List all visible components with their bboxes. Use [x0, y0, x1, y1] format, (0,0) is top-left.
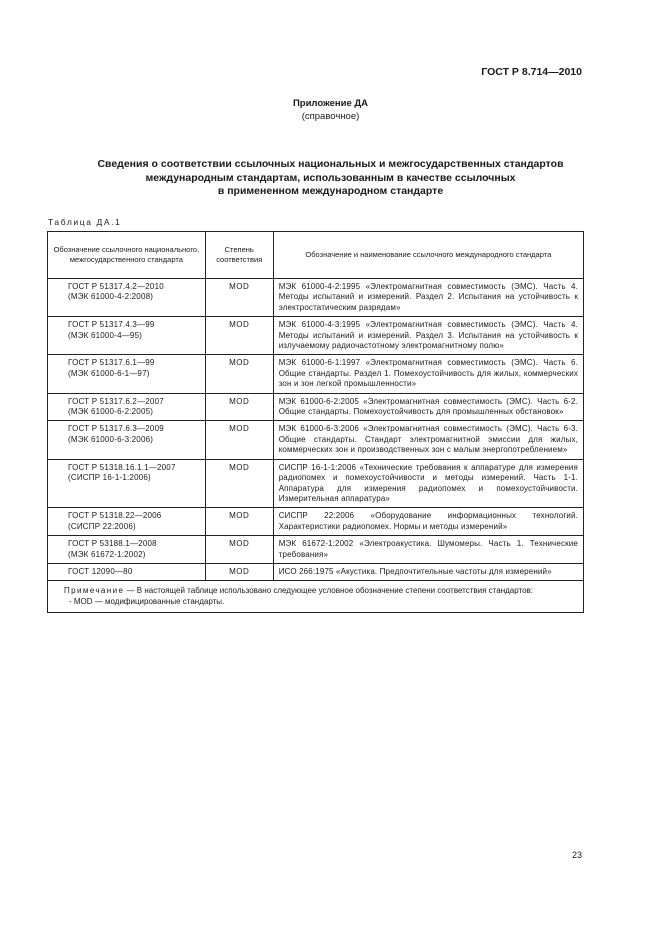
national-ref: (СИСПР 16-1-1:2006): [68, 473, 151, 483]
table-row: [48, 421, 584, 459]
note-text: [64, 586, 577, 596]
national-ref: (МЭК 61000-4-2:2008): [68, 292, 154, 302]
note-label: Примечание: [64, 586, 125, 596]
table-note: [48, 581, 584, 613]
international-standard-cell: МЭК 61000-6-3:2006 «Электромагнитная совместимость (ЭМС). Часть 6-3. Общие стандарты. Стандарт электромагнитной эмиссии для жилых, коммерческих зон и производственных зон с малым энергопотреблением»: [273, 421, 583, 459]
national-code: ГОСТ Р 51317.6.3—2009: [68, 424, 164, 434]
national-standard-cell: [48, 459, 206, 508]
annex-subtitle: (справочное): [301, 111, 360, 122]
degree-cell: MOD: [205, 459, 273, 508]
table-header-row: [48, 232, 584, 279]
degree-cell: MOD: [205, 536, 273, 564]
national-standard-cell: [48, 421, 206, 459]
table-row: [48, 393, 584, 421]
national-code: ГОСТ Р 51318.16.1.1—2007: [68, 462, 176, 472]
national-code: ГОСТ Р 51317.4.2—2010: [68, 282, 164, 291]
international-standard-cell: СИСПР 16-1-1:2006 «Технические требования к аппаратуре для измерения радиопомех и помехоустойчивости и методы измерений. Часть 1-1. Аппаратура для измерения радиопомех и помехоустойчивости. Измерительная аппаратура»: [273, 459, 583, 508]
degree-cell: MOD: [205, 508, 273, 536]
degree-cell: MOD: [205, 279, 273, 317]
standard-designation: ГОСТ Р 8.714—2010: [481, 66, 582, 78]
national-code: ГОСТ Р 51317.4.3—99: [68, 320, 155, 330]
note-item: - MOD — модифицированные стандарты.: [69, 596, 225, 606]
national-standard-cell: [48, 563, 206, 580]
national-code: ГОСТ Р 51318.22—2006: [68, 511, 162, 521]
national-ref: (МЭК 61000-6-1—97): [68, 368, 150, 378]
national-standard-cell: [48, 279, 206, 317]
annex-heading-line: международным стандартам, использованным в качестве ссылочных: [145, 171, 516, 184]
column-header-national: Обозначение ссылочного национального, межгосударственного стандарта: [48, 232, 206, 279]
annex-heading: [40, 158, 621, 199]
table-row: [48, 459, 584, 508]
table-note-row: [48, 581, 584, 613]
annex-heading-line: Сведения о соответствии ссылочных национальных и межгосударственных стандартов: [97, 158, 564, 170]
note-body: — В настоящей таблице использовано следующее условное обозначение степени соответствия стандартов:: [126, 586, 533, 596]
international-standard-cell: МЭК 61672-1:2002 «Электроакустика. Шумомеры. Часть 1. Технические требования»: [273, 536, 583, 564]
degree-cell: MOD: [205, 563, 273, 580]
national-standard-cell: [48, 536, 206, 564]
international-standard-cell: МЭК 61000-6-2:2005 «Электромагнитная совместимость (ЭМС). Часть 6-2. Общие стандарты. Помехоустойчивость для промышленных обстановок»: [273, 393, 583, 421]
column-header-international: Обозначение и наименование ссылочного международного стандарта: [273, 232, 583, 279]
table-row: [48, 536, 584, 564]
annex-header: [0, 97, 661, 123]
table-row: [48, 355, 584, 393]
national-ref: (МЭК 61672-1:2002): [68, 549, 146, 559]
national-standard-cell: [48, 393, 206, 421]
national-standard-cell: [48, 508, 206, 536]
table-row: [48, 317, 584, 355]
national-ref: (МЭК 61000-4—95): [68, 330, 143, 340]
page-number: 23: [571, 850, 582, 860]
international-standard-cell: ИСО 266:1975 «Акустика. Предпочтительные частоты для измерений»: [273, 563, 583, 580]
table-row: [48, 279, 584, 317]
national-code: ГОСТ Р 51317.6.1—99: [68, 358, 155, 368]
column-header-degree: Степень соответствия: [205, 232, 273, 279]
international-standard-cell: МЭК 61000-4-3:1995 «Электромагнитная совместимость (ЭМС). Часть 4. Методы испытаний и измерений. Раздел 3. Испытания на устойчивость к излучаемому радиочастотному электромагнитному полю»: [273, 317, 583, 355]
international-standard-cell: СИСПР 22:2006 «Оборудование информационных технологий. Характеристики радиопомех. Нормы и методы измерений»: [273, 508, 583, 536]
national-ref: (МЭК 61000-6-2:2005): [68, 407, 154, 417]
degree-cell: MOD: [205, 317, 273, 355]
international-standard-cell: МЭК 61000-4-2:1995 «Электромагнитная совместимость (ЭМС). Часть 4. Методы испытаний и измерений. Раздел 2. Испытания на устойчивость к электростатическим разрядам»: [273, 279, 583, 317]
national-code: ГОСТ Р 53188.1—2008: [68, 539, 157, 549]
table-row: [48, 563, 584, 580]
national-code: ГОСТ Р 51317.6.2—2007: [68, 396, 164, 406]
national-standard-cell: [48, 317, 206, 355]
international-standard-cell: МЭК 61000-6-1:1997 «Электромагнитная совместимость (ЭМС). Часть 6. Общие стандарты. Раздел 1. Помехоустойчивость для жилых, коммерческих зон и зон легкой промышленности»: [273, 355, 583, 393]
annex-title: Приложение ДА: [292, 98, 369, 109]
degree-cell: MOD: [205, 355, 273, 393]
national-code: ГОСТ 12090—80: [68, 566, 133, 576]
annex-heading-line: в примененном международном стандарте: [217, 185, 444, 197]
national-ref: (СИСПР 22:2006): [68, 521, 136, 531]
table-row: [48, 508, 584, 536]
degree-cell: MOD: [205, 421, 273, 459]
table-label: Таблица ДА.1: [48, 217, 122, 227]
correspondence-table: [47, 231, 584, 613]
degree-cell: MOD: [205, 393, 273, 421]
national-standard-cell: [48, 355, 206, 393]
national-ref: (МЭК 61000-6-3:2006): [68, 434, 154, 444]
